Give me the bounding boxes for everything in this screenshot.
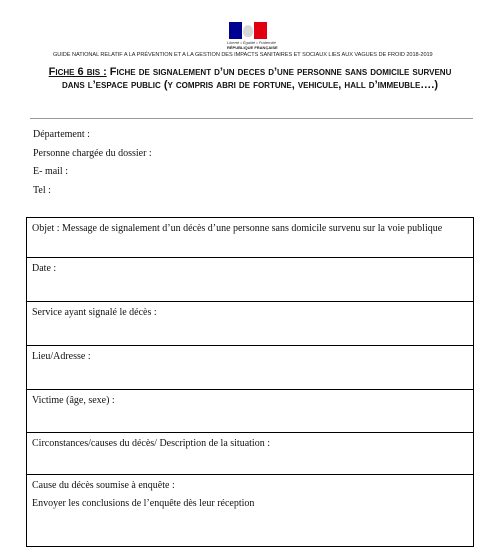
fiche-number: Fiche 6 bis : <box>48 66 107 78</box>
guide-line: GUIDE NATIONAL RELATIF A LA PRÉVENTION ET A LA GESTION DES IMPACTS SANITAIRES ET SOCIAUX LIES AUX VAGUES DE FROID 2018-2019 <box>53 52 433 58</box>
fiche-title: Fiche de signalement d’un deces d’une personne sans domicile survenu dans l’espace public (y compris abri de fortune, vehicule, hall d’immeuble….) <box>61 66 452 91</box>
enquete-label: Cause du décès soumise à enquête : <box>32 480 175 491</box>
table-row-objet <box>27 218 473 258</box>
field-departement: Département : <box>33 129 90 140</box>
date-label: Date : <box>32 263 57 274</box>
contact-fields <box>33 129 152 203</box>
objet-text: Objet : Message de signalement d’un décès d’une personne sans domicile survenu sur la voie publique <box>32 223 443 234</box>
conclusions-label: Envoyer les conclusions de l’enquête dès leur réception <box>32 497 255 509</box>
circonstances-label: Circonstances/causes du décès/ Description de la situation : <box>32 438 270 449</box>
field-personne: Personne chargée du dossier : <box>33 147 152 159</box>
table-row-service <box>27 302 473 346</box>
table-row-circonstances <box>27 433 473 475</box>
flag-icon <box>229 22 267 39</box>
table-row-victime <box>27 390 473 433</box>
signalement-table <box>26 217 474 547</box>
field-email: E- mail : <box>33 166 68 178</box>
field-tel: Tel : <box>33 184 51 196</box>
table-row-lieu <box>27 346 473 390</box>
logo-motto: Liberté • Égalité • Fraternité <box>227 40 276 45</box>
marianne-logo <box>227 22 278 52</box>
service-label: Service ayant signalé le décès : <box>32 307 157 318</box>
table-row-enquete <box>27 475 473 547</box>
victime-label: Victime (âge, sexe) : <box>32 395 115 406</box>
page-title <box>48 66 452 92</box>
table-row-date <box>27 258 473 302</box>
lieu-label: Lieu/Adresse : <box>32 351 91 362</box>
title-divider <box>30 118 473 119</box>
logo-name: RÉPUBLIQUE FRANÇAISE <box>227 45 278 50</box>
